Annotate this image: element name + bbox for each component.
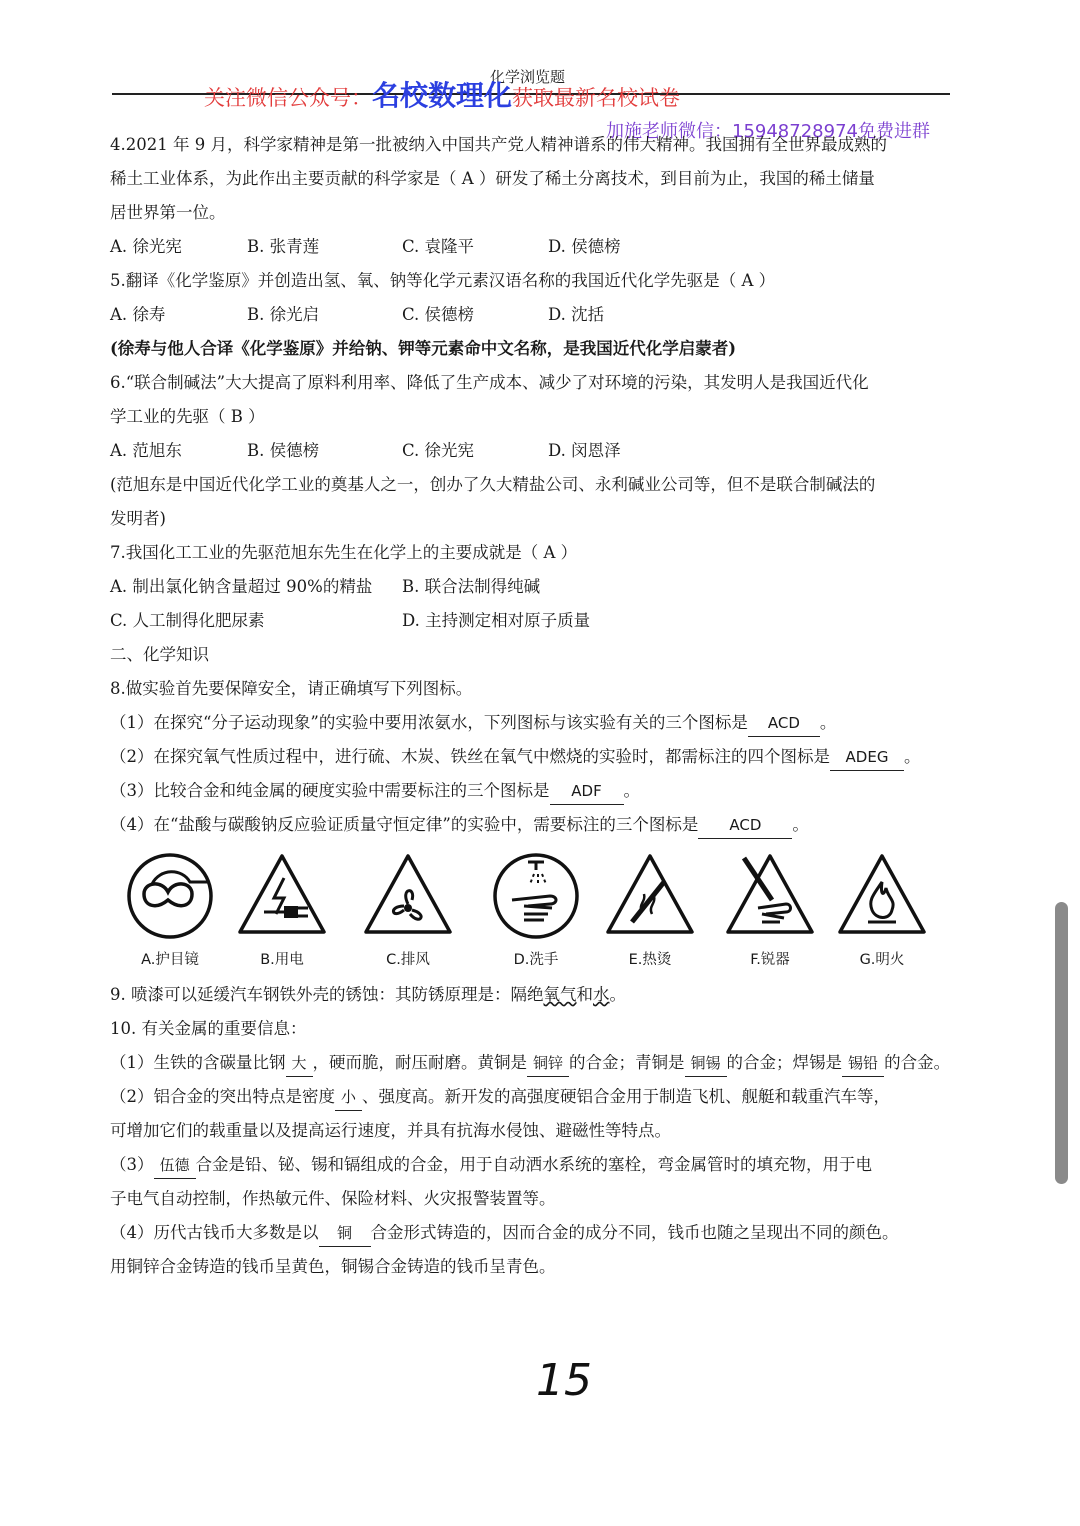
q6-option-b: B. 侯德榜 bbox=[247, 441, 320, 460]
q8-part4 bbox=[110, 808, 960, 842]
q5-option-d: D. 沈括 bbox=[548, 305, 605, 324]
ventilation-icon bbox=[360, 848, 456, 944]
icon-item-sharp-object bbox=[720, 848, 820, 978]
q6-line2: 学工业的先驱（ B ） bbox=[110, 407, 265, 426]
q7-option-a: A. 制出氯化钠含量超过 90%的精盐 bbox=[110, 577, 373, 596]
icon-item-electricity bbox=[232, 848, 332, 978]
q8-part4-end: 。 bbox=[792, 815, 809, 834]
page-content bbox=[110, 128, 960, 842]
icon-label-d: D.洗手 bbox=[513, 952, 559, 968]
scrollbar-thumb[interactable] bbox=[1055, 902, 1068, 1184]
page-number: 15 bbox=[536, 1355, 592, 1406]
electricity-icon bbox=[234, 848, 330, 944]
icon-item-ventilation bbox=[358, 848, 458, 978]
q10-title: 10. 有关金属的重要信息： bbox=[110, 1019, 307, 1038]
safety-icons-row bbox=[120, 848, 930, 978]
watermark-banner bbox=[204, 74, 680, 114]
section2-title: 二、化学知识 bbox=[110, 645, 209, 664]
q8-part4-text: （4）在“盐酸与碳酸钠反应验证质量守恒定律”的实验中，需要标注的三个图标是 bbox=[110, 815, 699, 834]
hot-surface-icon bbox=[602, 848, 698, 944]
q10-part4 bbox=[110, 1216, 960, 1250]
q10-part3-answer: 伍德 bbox=[154, 1152, 196, 1179]
icon-item-hand-wash bbox=[486, 848, 586, 978]
watermark-contact: 加施老师微信：15948728974免费进群 bbox=[606, 121, 930, 142]
q10-part1-b: ，硬而脆，耐压耐磨。黄铜是 bbox=[312, 1053, 528, 1072]
q6-option-c: C. 徐光宪 bbox=[402, 441, 475, 460]
q4-option-b: B. 张青莲 bbox=[247, 237, 320, 256]
icon-label-g: G.明火 bbox=[859, 952, 905, 968]
icon-label-b: B.用电 bbox=[260, 952, 304, 968]
q10-part2-line2: 可增加它们的载重量以及提高运行速度，并具有抗海水侵蚀、避磁性等特点。 bbox=[110, 1121, 671, 1140]
q10-part2 bbox=[110, 1080, 960, 1114]
q10-part4-a: （4）历代古钱币大多数是以 bbox=[110, 1223, 319, 1242]
sharp-object-icon bbox=[722, 848, 818, 944]
q6-option-d: D. 闵恩泽 bbox=[548, 441, 621, 460]
q10-part1-d: 的合金；焊锡是 bbox=[726, 1053, 843, 1072]
watermark-suffix: 获取最新名校试卷 bbox=[512, 86, 681, 110]
q6-option-a: A. 范旭东 bbox=[110, 441, 182, 460]
q10-part1-answer1: 大 bbox=[286, 1050, 313, 1077]
q10-part1-answer4: 锡铅 bbox=[842, 1050, 884, 1077]
q8-part3 bbox=[110, 774, 960, 808]
q6-options bbox=[110, 434, 960, 468]
q9-end: 。 bbox=[609, 985, 626, 1004]
q7-line1: 7.我国化工工业的先驱范旭东先生在化学上的主要成就是（ A ） bbox=[110, 543, 578, 562]
q8-line1: 8.做实验首先要保障安全，请正确填写下列图标。 bbox=[110, 679, 473, 698]
q4-line2: 稀土工业体系，为此作出主要贡献的科学家是（ A ）研发了稀土分离技术，到目前为止，我国的稀土储量 bbox=[110, 169, 875, 188]
q8-part3-answer: ADF bbox=[550, 778, 624, 805]
q10-part2-b: 、强度高。新开发的高强度硬铝合金用于制造飞机、舰艇和载重汽车等， bbox=[362, 1087, 891, 1106]
q8-part1-text: （1）在探究“分子运动现象”的实验中要用浓氨水，下列图标与该实验有关的三个图标是 bbox=[110, 713, 748, 732]
q4-line1: 4.2021 年 9 月，科学家精神是第一批被纳入中国共产党人精神谱系的伟大精神。我国拥有全世界最成熟的 bbox=[110, 135, 887, 154]
q8-part2-end: 。 bbox=[904, 747, 921, 766]
q10-part1-answer3: 铜锡 bbox=[685, 1050, 727, 1077]
q8-part1 bbox=[110, 706, 960, 740]
q8-part3-end: 。 bbox=[623, 781, 640, 800]
q10-part1-e: 的合金。 bbox=[884, 1053, 951, 1072]
q8-part1-answer: ACD bbox=[748, 710, 820, 737]
q7-options-row1 bbox=[110, 570, 960, 604]
q10-part4-answer: 铜 bbox=[319, 1220, 371, 1247]
q10-part1-a: （1）生铁的含碳量比钢 bbox=[110, 1053, 286, 1072]
goggles-icon bbox=[122, 848, 218, 944]
q10-part3-b: 合金是铅、铋、锡和镉组成的合金，用于自动洒水系统的塞栓，弯金属管时的填充物，用于电 bbox=[195, 1155, 873, 1174]
icon-item-hot-surface bbox=[600, 848, 700, 978]
watermark-prefix: 关注微信公众号： bbox=[204, 86, 372, 110]
q8-part2 bbox=[110, 740, 960, 774]
q6-note-line2: 发明者) bbox=[110, 509, 166, 528]
q8-part1-end: 。 bbox=[819, 713, 837, 732]
q10-part4-b: 合金形式铸造的，因而合金的成分不同，钱币也随之呈现出不同的颜色。 bbox=[370, 1223, 899, 1242]
q9-answer2: 水 bbox=[593, 985, 610, 1004]
hand-wash-icon bbox=[488, 848, 584, 944]
page-content-lower bbox=[110, 978, 960, 1284]
q10-part2-a: （2）铝合金的突出特点是密度 bbox=[110, 1087, 335, 1106]
q6-note-line1: (范旭东是中国近代化学工业的奠基人之一，创办了久大精盐公司、永利碱业公司等，但不是联合制碱法的 bbox=[110, 475, 876, 494]
doc-title: 化学浏览题 bbox=[490, 68, 566, 86]
q5-option-b: B. 徐光启 bbox=[247, 305, 320, 324]
q7-option-c: C. 人工制得化肥尿素 bbox=[110, 611, 265, 630]
open-flame-icon bbox=[834, 848, 930, 944]
icon-label-a: A.护目镜 bbox=[141, 952, 199, 968]
q10-part1-answer2: 铜锌 bbox=[527, 1050, 569, 1077]
q8-part4-answer: ACD bbox=[698, 812, 792, 839]
q10-part3-line2: 子电气自动控制，作热敏元件、保险材料、火灾报警装置等。 bbox=[110, 1189, 556, 1208]
q8-part2-answer: ADEG bbox=[830, 744, 904, 771]
q9-text: 9. 喷漆可以延缓汽车钢铁外壳的锈蚀：其防锈原理是：隔绝 bbox=[110, 985, 544, 1004]
q4-options bbox=[110, 230, 960, 264]
q7-options-row2 bbox=[110, 604, 960, 638]
q9-mid: 和 bbox=[576, 985, 593, 1004]
q7-option-b: B. 联合法制得纯碱 bbox=[402, 577, 541, 596]
q9-answer1: 氧气 bbox=[543, 985, 577, 1004]
q4-option-d: D. 侯德榜 bbox=[548, 237, 621, 256]
icon-item-open-flame bbox=[832, 848, 932, 978]
q5-option-a: A. 徐寿 bbox=[110, 305, 166, 324]
q5-option-c: C. 侯德榜 bbox=[402, 305, 475, 324]
q10-part1-c: 的合金；青铜是 bbox=[569, 1053, 685, 1072]
q6-line1: 6.“联合制碱法”大大提高了原料利用率、降低了生产成本、减少了对环境的污染，其发明人是我国近代化 bbox=[110, 373, 869, 392]
icon-label-c: C.排风 bbox=[386, 952, 430, 968]
icon-label-f: F.锐器 bbox=[750, 952, 790, 968]
q10-part1 bbox=[110, 1046, 960, 1080]
q8-part2-text: （2）在探究氧气性质过程中，进行硫、木炭、铁丝在氧气中燃烧的实验时，都需标注的四个图标是 bbox=[110, 747, 830, 766]
q4-line3: 居世界第一位。 bbox=[110, 203, 226, 222]
q4-option-a: A. 徐光宪 bbox=[110, 237, 182, 256]
q10-part2-answer: 小 bbox=[335, 1084, 362, 1111]
q10-part3-a: （3） bbox=[110, 1155, 154, 1174]
q10-part4-line2: 用铜锌合金铸造的钱币呈黄色，铜锡合金铸造的钱币呈青色。 bbox=[110, 1257, 556, 1276]
watermark-brand: 名校数理化 bbox=[372, 79, 513, 112]
icon-item-goggles bbox=[120, 848, 220, 978]
q9-line bbox=[110, 978, 960, 1012]
q8-part3-text: （3）比较合金和纯金属的硬度实验中需要标注的三个图标是 bbox=[110, 781, 550, 800]
q10-part3 bbox=[110, 1148, 960, 1182]
q5-options bbox=[110, 298, 960, 332]
q4-option-c: C. 袁隆平 bbox=[402, 237, 475, 256]
q5-line1: 5.翻译《化学鉴原》并创造出氢、氧、钠等化学元素汉语名称的我国近代化学先驱是（ A ） bbox=[110, 271, 776, 290]
q7-option-d: D. 主持测定相对原子质量 bbox=[402, 611, 591, 630]
icon-label-e: E.热烫 bbox=[628, 952, 672, 968]
q5-note: (徐寿与他人合译《化学鉴原》并给钠、钾等元素命中文名称，是我国近代化学启蒙者) bbox=[110, 339, 737, 358]
